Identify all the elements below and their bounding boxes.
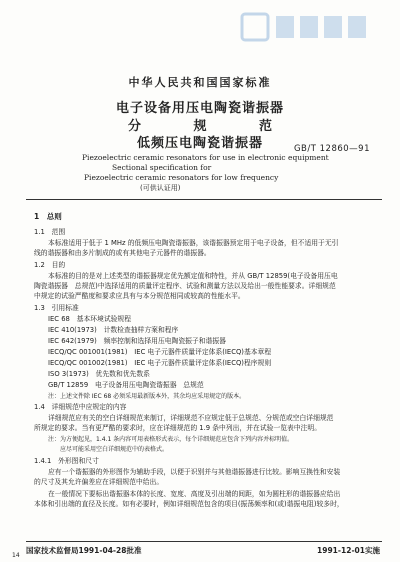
section-heading: 1 总则: [34, 212, 62, 221]
subsection-heading: 1.2 目的: [34, 261, 66, 269]
note-line: 注：为方便起见，1.4.1 条内容可用表格形式表示，每个详细规范应包含下列内容并标明值。: [48, 436, 294, 443]
note-line: 注：上述文件除 IEC 68 必须采用最新版本外，其余均应采用规定的版本。: [48, 393, 246, 400]
english-title-2: Sectional specification for: [112, 163, 212, 172]
subsection-heading: 1.3 引用标准: [34, 304, 79, 312]
certification-note: (可供认证用): [140, 184, 181, 192]
paragraph-line: 在一般情况下要标出谐振器本体的长度、宽度、高度及引出端的间距，如为圆柱形的谐振器应给出: [48, 490, 341, 498]
paragraph-line: 线的谐振器和由多片制成的或有其他电子元器件的谐振器。: [34, 249, 211, 257]
subsection-heading: 1.4.1 外形图和尺寸: [34, 457, 99, 465]
approval-statement: 国家技术监督局1991-04-28批准: [26, 546, 142, 555]
english-title-1: Piezoelectric ceramic resonators for use in electronic equipment: [82, 153, 329, 162]
reference-item: ISO 3(1973) 优先数和优先数系: [48, 370, 150, 378]
title-char-3: 范: [259, 119, 273, 134]
english-title-3: Piezoelectric ceramic resonators for low frequency: [84, 173, 279, 182]
implementation-date: 1991-12-01实施: [317, 546, 380, 555]
title-char-1: 分: [127, 119, 141, 134]
page-number: 14: [12, 552, 20, 559]
reference-item: IECQ/QC 001002(1981) IEC 电子元器件质量评定体系(IECQ)程序规则: [48, 359, 272, 367]
paragraph-line: 详细规范应有关的空白详细规范来制订，详细规范不应规定低于总规范、分规范或空白详细规范: [48, 414, 334, 422]
paragraph-line: 本体和引出端的直径及长度。如有必要时，例如详细规范包含的项目(振荡频率和(或)谐振电阻)较多时，: [34, 500, 344, 508]
title-line-1: 电子设备用压电陶瓷谐振器: [115, 101, 284, 116]
paragraph-line: 所规定的要求。当有更严酷的要求时，应在详细规范的 1.9 条中列出，并在试验一览表中注明。: [34, 424, 322, 432]
subsection-heading: 1.4 详细规范中应规定的内容: [34, 403, 127, 411]
watermark-logo: [240, 10, 390, 44]
paragraph-line: 应有一个谐振器的外形图作为辅助手段，以便于识别并与其他谐振器进行比较。影响互换性和安装: [48, 468, 341, 476]
note-line: 应尽可能采用空白详细规范中的表格式。: [60, 446, 169, 453]
paragraph-line: 的尺寸及其允许偏差应在详细规范中给出。: [34, 478, 164, 486]
reference-item: IEC 68 基本环境试验规程: [48, 315, 132, 323]
reference-item: GB/T 12859 电子设备用压电陶瓷谐振器 总规范: [48, 381, 204, 389]
reference-item: IECQ/QC 001001(1981) IEC 电子元器件质量评定体系(IECQ)基本章程: [48, 348, 272, 356]
title-char-2: 规: [193, 119, 207, 134]
reference-item: IEC 642(1979) 频率控制和选择用压电陶瓷振子和谐振器: [48, 337, 226, 345]
subsection-heading: 1.1 范围: [34, 228, 66, 236]
paragraph-line: 本标准的目的是对上述类型的谐振器规定优先额定值和特性，并从 GB/T 12859(电子设备用压电: [48, 272, 338, 280]
footer-divider: [26, 541, 382, 542]
title-line-3: 低频压电陶瓷谐振器: [136, 136, 263, 151]
standard-code: GB/T 12860—91: [293, 144, 370, 154]
paragraph-line: 本标准适用于低于 1 MHz 的低频压电陶瓷谐振器，该谐振器预定用于电子设备，但不适用于无引: [48, 239, 339, 247]
paragraph-line: 中规定的试验严酷度和要求应具有与本分规范相同或较高的性能水平。: [34, 292, 245, 300]
top-divider: [26, 199, 382, 200]
national-standard-heading: 中华人民共和国国家标准: [128, 76, 272, 89]
paragraph-line: 陶瓷谐振器 总规范)中选择适用的质量评定程序、试验和测量方法以及给出一般性能要求。详细规范: [34, 282, 336, 290]
reference-item: IEC 410(1973) 计数检查抽样方案和程序: [48, 326, 179, 334]
